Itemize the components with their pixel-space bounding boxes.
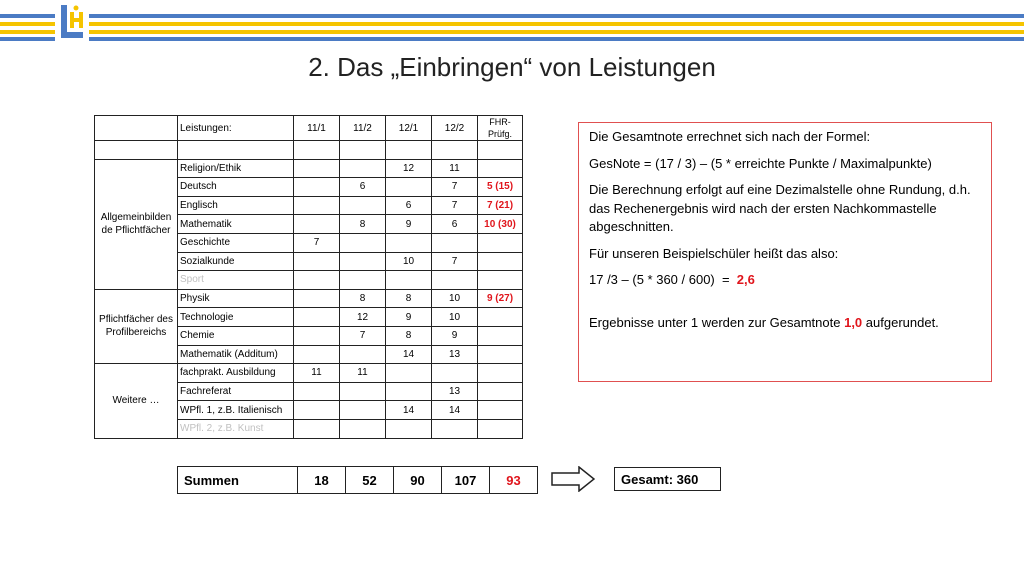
grade-cell-fhr: [478, 419, 523, 438]
header-stripe-blue-top: [0, 14, 1024, 18]
grade-cell-11-2: 8: [340, 289, 386, 308]
grade-cell-12-2: [432, 419, 478, 438]
grade-cell-12-2: 14: [432, 401, 478, 420]
grade-cell-11-1: [294, 382, 340, 401]
table-header-row: [95, 116, 523, 141]
subject-cell: Englisch: [178, 196, 294, 215]
subject-cell: Chemie: [178, 326, 294, 345]
grade-cell-11-2: [340, 252, 386, 271]
grade-cell-11-2: [340, 345, 386, 364]
grade-cell-12-2: [432, 271, 478, 290]
table-corner-cell: [95, 116, 178, 141]
grade-cell-12-1: 6: [386, 196, 432, 215]
grade-cell-11-2: [340, 159, 386, 178]
header-col-4: 12/2: [432, 116, 478, 141]
subject-cell: Deutsch: [178, 178, 294, 197]
subject-cell: WPfl. 2, z.B. Kunst: [178, 419, 294, 438]
grade-cell-12-2: 11: [432, 159, 478, 178]
grade-cell-11-1: [294, 345, 340, 364]
grades-table: [94, 115, 523, 439]
grade-cell-fhr: [478, 345, 523, 364]
sums-row: [178, 467, 538, 494]
grade-cell-12-2: 13: [432, 345, 478, 364]
grade-cell-11-1: [294, 196, 340, 215]
header-stripe-yellow-top: [0, 22, 1024, 26]
header-stripe-yellow-bottom: [0, 30, 1024, 34]
formula-explanation-box: [578, 122, 992, 382]
subject-cell: Technologie: [178, 308, 294, 327]
grade-cell-11-1: 7: [294, 233, 340, 252]
grade-cell-fhr: [478, 382, 523, 401]
right-arrow-icon: [551, 466, 595, 497]
grade-cell-11-1: [294, 159, 340, 178]
grade-cell-11-1: [294, 289, 340, 308]
grade-cell-fhr: [478, 308, 523, 327]
formula-minimum-note: [589, 314, 981, 333]
sum-value-4: 107: [442, 467, 490, 494]
grade-cell-12-2: [432, 364, 478, 383]
grade-cell-11-1: [294, 178, 340, 197]
subject-cell: Religion/Ethik: [178, 159, 294, 178]
grade-cell-11-1: [294, 326, 340, 345]
header-stripe-blue-bottom: [0, 37, 1024, 41]
table-spacer-row: [95, 141, 523, 160]
table-row: [95, 364, 523, 383]
grade-cell-fhr: [478, 401, 523, 420]
header-col-1: 11/1: [294, 116, 340, 141]
grade-cell-12-1: [386, 419, 432, 438]
grade-cell-fhr: 9 (27): [478, 289, 523, 308]
grade-cell-12-2: 7: [432, 178, 478, 197]
grade-cell-fhr: [478, 159, 523, 178]
header-label: Leistungen:: [178, 116, 294, 141]
formula-example-calc: [589, 271, 981, 290]
group-allgemeinbildende: Allgemeinbilden de Pflichtfächer: [95, 159, 178, 289]
sums-table: [177, 466, 538, 494]
grade-cell-fhr: 7 (21): [478, 196, 523, 215]
school-logo: [55, 2, 89, 42]
subject-cell: Mathematik (Additum): [178, 345, 294, 364]
grade-cell-11-1: [294, 419, 340, 438]
grade-cell-12-1: [386, 233, 432, 252]
sums-label: Summen: [178, 467, 298, 494]
grade-cell-fhr: 5 (15): [478, 178, 523, 197]
group-profilbereich: Pflichtfächer des Profilbereichs: [95, 289, 178, 363]
grade-cell-11-1: [294, 401, 340, 420]
grade-cell-12-1: 14: [386, 401, 432, 420]
grade-cell-12-2: 7: [432, 252, 478, 271]
grade-cell-11-1: 11: [294, 364, 340, 383]
grade-cell-11-2: [340, 271, 386, 290]
formula-expression: GesNote = (17 / 3) – (5 * erreichte Punkte / Maximalpunkte): [589, 155, 932, 171]
grade-cell-12-2: 10: [432, 289, 478, 308]
formula-example-intro: Für unseren Beispielschüler heißt das also:: [589, 245, 839, 261]
grade-cell-11-2: 11: [340, 364, 386, 383]
grade-cell-11-2: 7: [340, 326, 386, 345]
grade-cell-12-1: [386, 271, 432, 290]
grade-cell-12-1: [386, 382, 432, 401]
grade-cell-12-1: 8: [386, 289, 432, 308]
table-row: [95, 289, 523, 308]
grade-cell-fhr: [478, 233, 523, 252]
grade-cell-12-2: 7: [432, 196, 478, 215]
grade-cell-12-1: 9: [386, 215, 432, 234]
formula-intro: Die Gesamtnote errechnet sich nach der Formel:: [589, 129, 871, 144]
grade-cell-fhr: [478, 252, 523, 271]
grade-cell-12-1: [386, 178, 432, 197]
formula-rounding-note: Die Berechnung erfolgt auf eine Dezimalstelle ohne Rundung, d.h. das Rechenergebnis wird nach der ersten Nachkommastelle abgeschnitten.: [589, 182, 971, 234]
group-weitere: Weitere …: [95, 364, 178, 438]
total-box: Gesamt: 360: [614, 467, 721, 491]
minimum-note-prefix: Ergebnisse unter 1 werden zur Gesamtnote: [589, 314, 845, 330]
minimum-note-value: 1,0: [844, 314, 863, 330]
sum-value-2: 52: [346, 467, 394, 494]
grade-cell-12-1: [386, 364, 432, 383]
grade-cell-12-1: 12: [386, 159, 432, 178]
grade-cell-11-2: 12: [340, 308, 386, 327]
grade-cell-12-1: 14: [386, 345, 432, 364]
grade-cell-fhr: [478, 364, 523, 383]
header-col-3: 12/1: [386, 116, 432, 141]
grade-cell-12-1: 10: [386, 252, 432, 271]
header-fhr: FHR- Prüfg.: [478, 116, 523, 141]
grade-cell-11-2: [340, 196, 386, 215]
minimum-note-suffix: aufgerundet.: [862, 314, 939, 330]
grade-cell-12-1: 8: [386, 326, 432, 345]
grade-cell-fhr: 10 (30): [478, 215, 523, 234]
grade-cell-11-1: [294, 252, 340, 271]
formula-example-expression: 17 /3 – (5 * 360 / 600) =: [589, 272, 737, 287]
grade-cell-12-2: [432, 233, 478, 252]
grade-cell-fhr: [478, 326, 523, 345]
grade-cell-12-2: 13: [432, 382, 478, 401]
grade-cell-11-2: [340, 233, 386, 252]
formula-example-result: 2,6: [736, 272, 755, 287]
grade-cell-11-1: [294, 215, 340, 234]
subject-cell: WPfl. 1, z.B. Italienisch: [178, 401, 294, 420]
subject-cell: Sozialkunde: [178, 252, 294, 271]
grade-cell-12-1: 9: [386, 308, 432, 327]
grade-cell-fhr: [478, 271, 523, 290]
grade-cell-11-2: [340, 382, 386, 401]
header-col-2: 11/2: [340, 116, 386, 141]
subject-cell: Mathematik: [178, 215, 294, 234]
sum-value-fhr: 93: [490, 467, 538, 494]
slide-title: 2. Das „Einbringen“ von Leistungen: [308, 52, 716, 82]
grade-cell-11-2: [340, 401, 386, 420]
grade-cell-12-2: 10: [432, 308, 478, 327]
grade-cell-12-2: 6: [432, 215, 478, 234]
grade-cell-11-2: 8: [340, 215, 386, 234]
grade-cell-11-1: [294, 308, 340, 327]
grade-cell-11-1: [294, 271, 340, 290]
grade-cell-11-2: 6: [340, 178, 386, 197]
sum-value-1: 18: [298, 467, 346, 494]
subject-cell: Sport: [178, 271, 294, 290]
subject-cell: Fachreferat: [178, 382, 294, 401]
subject-cell: Physik: [178, 289, 294, 308]
subject-cell: Geschichte: [178, 233, 294, 252]
grade-cell-12-2: 9: [432, 326, 478, 345]
table-row: [95, 159, 523, 178]
grade-cell-11-2: [340, 419, 386, 438]
subject-cell: fachprakt. Ausbildung: [178, 364, 294, 383]
sum-value-3: 90: [394, 467, 442, 494]
